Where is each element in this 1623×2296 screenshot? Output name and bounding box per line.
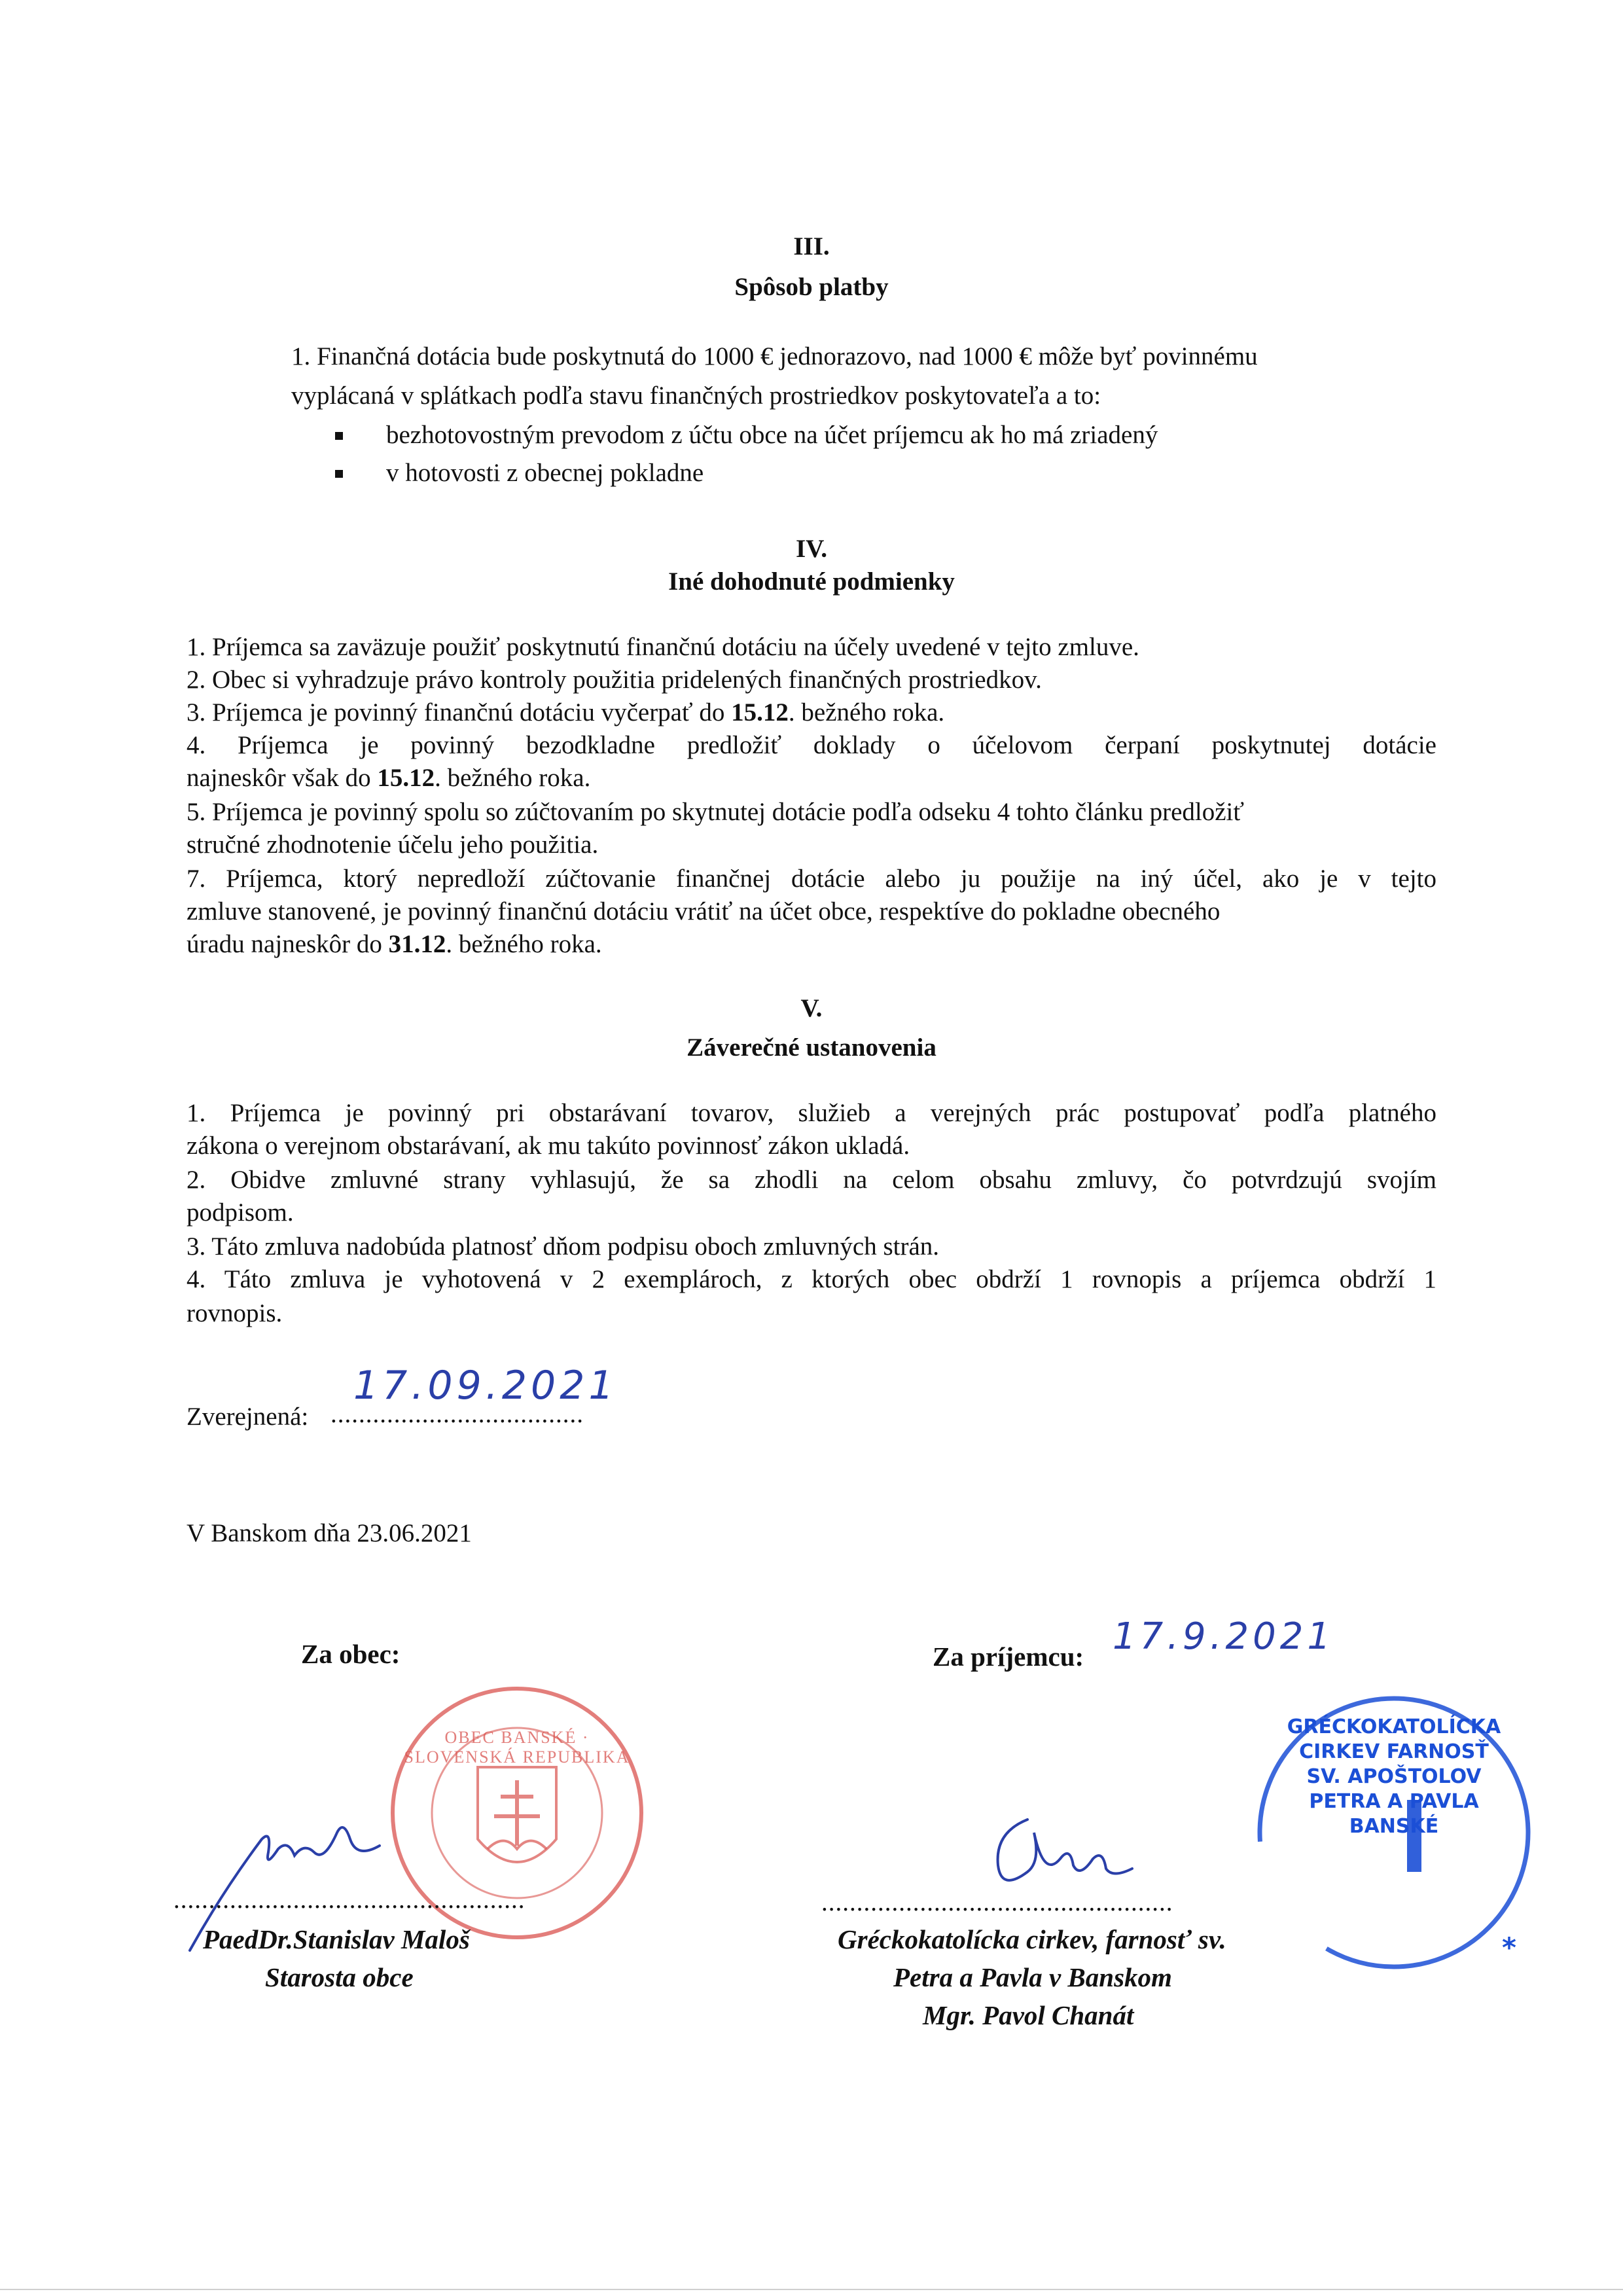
municipal-stamp-text: OBEC BANSKÉ · SLOVENSKÁ REPUBLIKA (404, 1728, 630, 1767)
deadline-date: 15.12 (377, 764, 435, 792)
left-signature-dotted-line: .................................................. (173, 1886, 526, 1914)
mayor-role: Starosta obce (265, 1962, 414, 1992)
section-4-item-5-line-2: stručné zhodnotenie účelu jeho použitia. (187, 831, 599, 859)
section-3-number: III. (793, 232, 830, 260)
recipient-name-line-2: Petra a Pavla v Banskom (893, 1962, 1172, 1992)
place-and-date: V Banskom dňa 23.06.2021 (187, 1519, 472, 1547)
section-5-item-3: 3. Táto zmluva nadobúda platnosť dňom podpisu oboch zmluvných strán. (187, 1232, 940, 1261)
svg-text:*: * (1502, 1931, 1516, 1964)
bullet-icon (335, 432, 343, 440)
section-4-item-5-line-1: 5. Príjemca je povinný spolu so zúčtovaním po skytnutej dotácie podľa odseku 4 tohto článku predložiť (187, 798, 1245, 826)
section-4-item-2: 2. Obec si vyhradzuje právo kontroly použitia pridelených finančných prostriedkov. (187, 666, 1042, 694)
mayor-name: PaedDr.Stanislav Maloš (203, 1924, 470, 1954)
section-4-item-3: 3. Príjemca je povinný finančnú dotáciu vyčerpať do 15.12. bežného roka. (187, 698, 945, 726)
published-handwritten-date: 17.09.2021 (353, 1363, 618, 1408)
recipient-name-line-3: Mgr. Pavol Chanát (923, 2000, 1134, 2030)
left-signature-heading: Za obec: (301, 1639, 401, 1669)
section-5-item-4-line-2: rovnopis. (187, 1299, 283, 1327)
section-3-bullet-2: v hotovosti z obecnej pokladne (386, 459, 704, 487)
section-4-title: Iné dohodnuté podmienky (668, 567, 955, 596)
section-4-item-7-line-1: 7. Príjemca, ktorý nepredloží zúčtovanie finančnej dotácie alebo ju použije na iný účel, ako je v tejto (187, 865, 1436, 893)
right-signature-dotted-line: .................................................. (821, 1888, 1173, 1916)
parish-stamp-text: GRÉCKOKATOLÍCKA CIRKEV FARNOSŤ SV. APOŠTOLOV PETRA A PAVLA BANSKÉ (1287, 1715, 1501, 1838)
bullet-icon (335, 470, 343, 478)
section-5-item-2-line-2: podpisom. (187, 1198, 294, 1227)
section-3-paragraph-1-line-1: 1. Finančná dotácia bude poskytnutá do 1000 € jednorazovo, nad 1000 € môže byť povinnému (291, 342, 1258, 370)
section-5-title: Záverečné ustanovenia (687, 1033, 936, 1062)
page-bottom-edge (0, 2289, 1623, 2290)
published-dotted-line: .................................... (330, 1400, 584, 1428)
recipient-handwritten-date: 17.9.2021 (1113, 1615, 1335, 1658)
section-5-number: V. (800, 994, 823, 1022)
section-4-item-4-line-2: najneskôr však do 15.12. bežného roka. (187, 764, 591, 792)
deadline-date: 15.12 (731, 698, 789, 726)
section-5-item-2-line-1: 2. Obidve zmluvné strany vyhlasujú, že sa zhodli na celom obsahu zmluvy, čo potvrdzujú svojím (187, 1166, 1436, 1194)
deadline-date: 31.12 (388, 930, 446, 958)
section-4-item-7-line-2: zmluve stanovené, je povinný finančnú dotáciu vrátiť na účet obce, respektíve do pokladne obecného (187, 897, 1221, 925)
right-signature-heading: Za príjemcu: (933, 1641, 1084, 1672)
section-5-item-1-line-1: 1. Príjemca je povinný pri obstarávaní tovarov, služieb a verejných prác postupovať podľa platného (187, 1099, 1436, 1127)
section-4-item-4-line-1: 4. Príjemca je povinný bezodkladne predložiť doklady o účelovom čerpaní poskytnutej dotácie (187, 731, 1436, 759)
section-5-item-4-line-1: 4. Táto zmluva je vyhotovená v 2 exemplároch, z ktorých obec obdrží 1 rovnopis a príjemca obdrží 1 (187, 1265, 1436, 1293)
section-5-item-1-line-2: zákona o verejnom obstarávaní, ak mu takúto povinnosť zákon ukladá. (187, 1132, 910, 1160)
section-4-item-7-line-3: úradu najneskôr do 31.12. bežného roka. (187, 930, 602, 958)
section-4-number: IV. (795, 535, 828, 563)
recipient-name-line-1: Gréckokatolícka cirkev, farnosť sv. (838, 1924, 1226, 1954)
section-3-bullet-1: bezhotovostným prevodom z účtu obce na účet príjemcu ak ho má zriadený (386, 421, 1158, 449)
section-3-title: Spôsob platby (734, 273, 889, 301)
section-4-item-1: 1. Príjemca sa zaväzuje použiť poskytnutú finančnú dotáciu na účely uvedené v tejto zmluve. (187, 633, 1139, 661)
published-label: Zverejnená: (187, 1403, 309, 1431)
section-3-paragraph-1-line-2: vyplácaná v splátkach podľa stavu finančných prostriedkov poskytovateľa a to: (291, 382, 1101, 410)
